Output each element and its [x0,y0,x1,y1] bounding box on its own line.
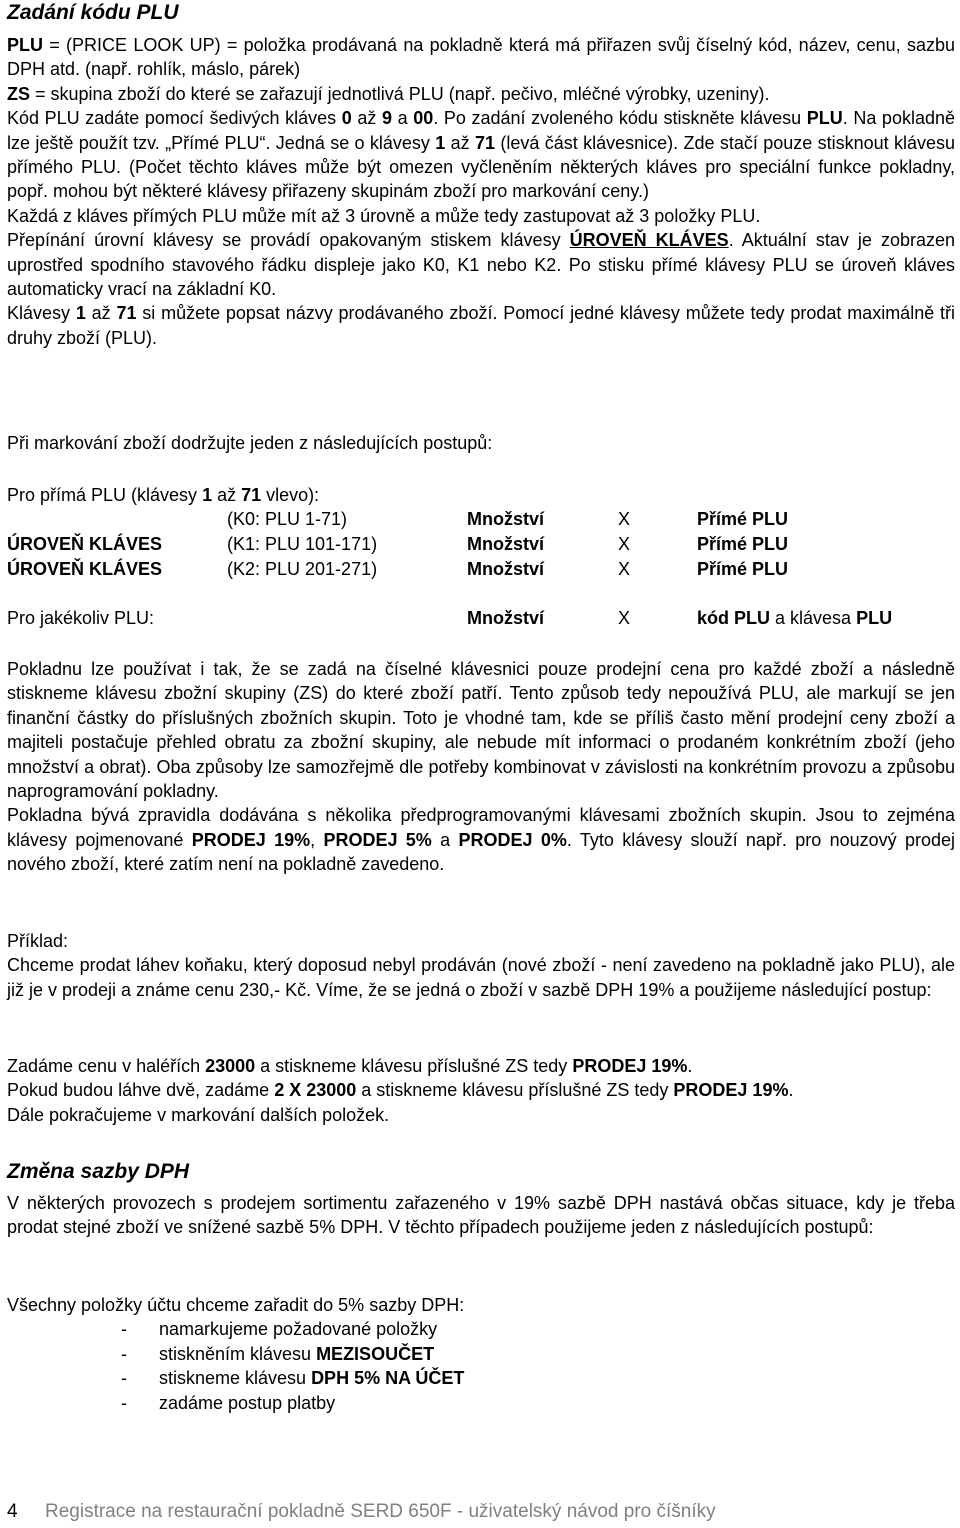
example-text: Chceme prodat láhev koňaku, který doposud nebyl prodáván (nové zboží - není zavedeno na pokladně jako PLU), ale již je v prodeji a známe cenu 230,- Kč. Víme, že se jedná o zboží v sazbě DPH 19% a použijeme následující postup: [7,955,955,1000]
dph-step-4: - zadáme postup platby [121,1392,336,1413]
dph-step-2: - stiskněním klávesu MEZISOUČET [121,1343,435,1364]
price-entry-section [7,657,955,877]
dph-all-items-label: Všechny položky účtu chceme zařadit do 5% sazby DPH: [7,1295,465,1315]
preprogrammed-keys-paragraph: Pokladna bývá zpravidla dodávána s několika předprogramovanými klávesami zbožních skupin. Jsou to zejména klávesy pojmenované PRODEJ 19%, PRODEJ 5% a PRODEJ 0%. Tyto klávesy slouží např. pro nouzový prodej nového zboží, které zatím není na pokladně zavedeno. [7,805,955,875]
key-labels-paragraph: Klávesy 1 až 71 si můžete popsat názvy prodávaného zboží. Pomocí jedné klávesy můžete tedy prodat maximálně tři druhy zboží (PLU). [7,303,956,348]
zs-definition: ZS = skupina zboží do které se zařazují jednotlivá PLU (např. pečivo, mléčné výrobky, uzeniny). [7,83,770,104]
example-step-3: Dále pokračujeme v markování dalších položek. [7,1104,390,1125]
dph-intro-section [7,1191,955,1240]
dph-step-3: - stiskneme klávesu DPH 5% NA ÚČET [121,1368,465,1389]
plu-entry-paragraph: Kód PLU zadáte pomocí šedivých kláves 0 až 9 a 00. Po zadání zvoleného kódu stiskněte klávesu PLU. Na pokladně lze ještě použít tzv. „Přímé PLU“. Jedná se o klávesy 1 až 71 (levá část klávesnice). Zde stačí pouze stisknout klávesu přímého PLU. (Počet těchto kláves může být omezen vyčleněním některých kláves pro speciální funkce pokladny, popř. mohou být některé klávesy přiřazeny skupinám zboží pro markování ceny.) [7,108,955,202]
example-step-2: Pokud budou láhve dvě, zadáme 2 X 23000 a stiskneme klávesu příslušné ZS tedy PRODEJ 19%. [7,1080,794,1101]
direct-plu-intro: Pro přímá PLU (klávesy 1 až 71 vlevo): [7,485,320,505]
example-step-1: Zadáme cenu v haléřích 23000 a stiskneme klávesu příslušné ZS tedy PRODEJ 19%. [7,1056,693,1076]
dph-steps-list [7,1317,955,1415]
plu-definition: PLU = (PRICE LOOK UP) = položka prodávaná na pokladně která má přiřazen svůj číselný kód, název, cenu, sazbu DPH atd. (např. rohlík, máslo, párek) [7,35,955,80]
dph-procedure [7,1293,955,1415]
procedure-intro: Při markování zboží dodržujte jeden z následujících postupů: [7,433,493,453]
price-entry-paragraph: Pokladnu lze používat i tak, že se zadá na číselné klávesnici pouze prodejní cena pro každé zboží a následně stiskneme klávesu zbožní skupiny (ZS) do které zboží patří. Tento způsob tedy nepoužívá PLU, ale markují se jen finanční částky do příslušných zbožních skupin. Toto je vhodné tam, kde se příliš často mění prodejní ceny zboží a majiteli postačuje přehled obratu za zbožní skupiny, ale nebude mít informaci o prodaném konkrétním zboží (jeho množství a obrat). Oba způsoby lze samozřejmě dle potřeby kombinovat v závislosti na konkrétním provozu a způsobu naprogramování pokladny. [7,659,955,802]
dph-step-1: - namarkujeme požadované položky [121,1319,438,1340]
page-number: 4 [7,1501,18,1522]
page-footer [7,1500,716,1524]
footer-text: Registrace na restaurační pokladně SERD 650F - uživatelský návod pro číšníky [45,1501,716,1522]
example-section [7,929,955,1002]
level-switch-paragraph: Přepínání úrovní klávesy se provádí opakovaným stiskem klávesy ÚROVEŇ KLÁVES. Aktuální stav je zobrazen uprostřed spodního stavového řádku displeje jako K0, K1 nebo K2. Po stisku přímé klávesy PLU se úroveň kláves automaticky vrací na základní K0. [7,230,956,300]
plu-intro-section [7,33,955,350]
any-plu-row: Pro jakékoliv PLU: Množství X kód PLU a klávesa PLU [7,608,893,628]
levels-paragraph: Každá z kláves přímých PLU může mít až 3 úrovně a může tedy zastupovat až 3 položky PLU. [7,205,761,226]
section-title-dph: Změna sazby DPH [7,1160,190,1183]
example-steps [7,1054,955,1127]
dph-paragraph: V některých provozech s prodejem sortimentu zařazeného v 19% sazbě DPH nastává občas situace, kdy je třeba prodat stejné zboží ve snížené sazbě 5% DPH. V těchto případech použijeme jeden z následujících postupů: [7,1193,955,1238]
section-title-plu: Zadání kódu PLU [7,1,179,24]
example-label: Příklad: [7,931,69,951]
